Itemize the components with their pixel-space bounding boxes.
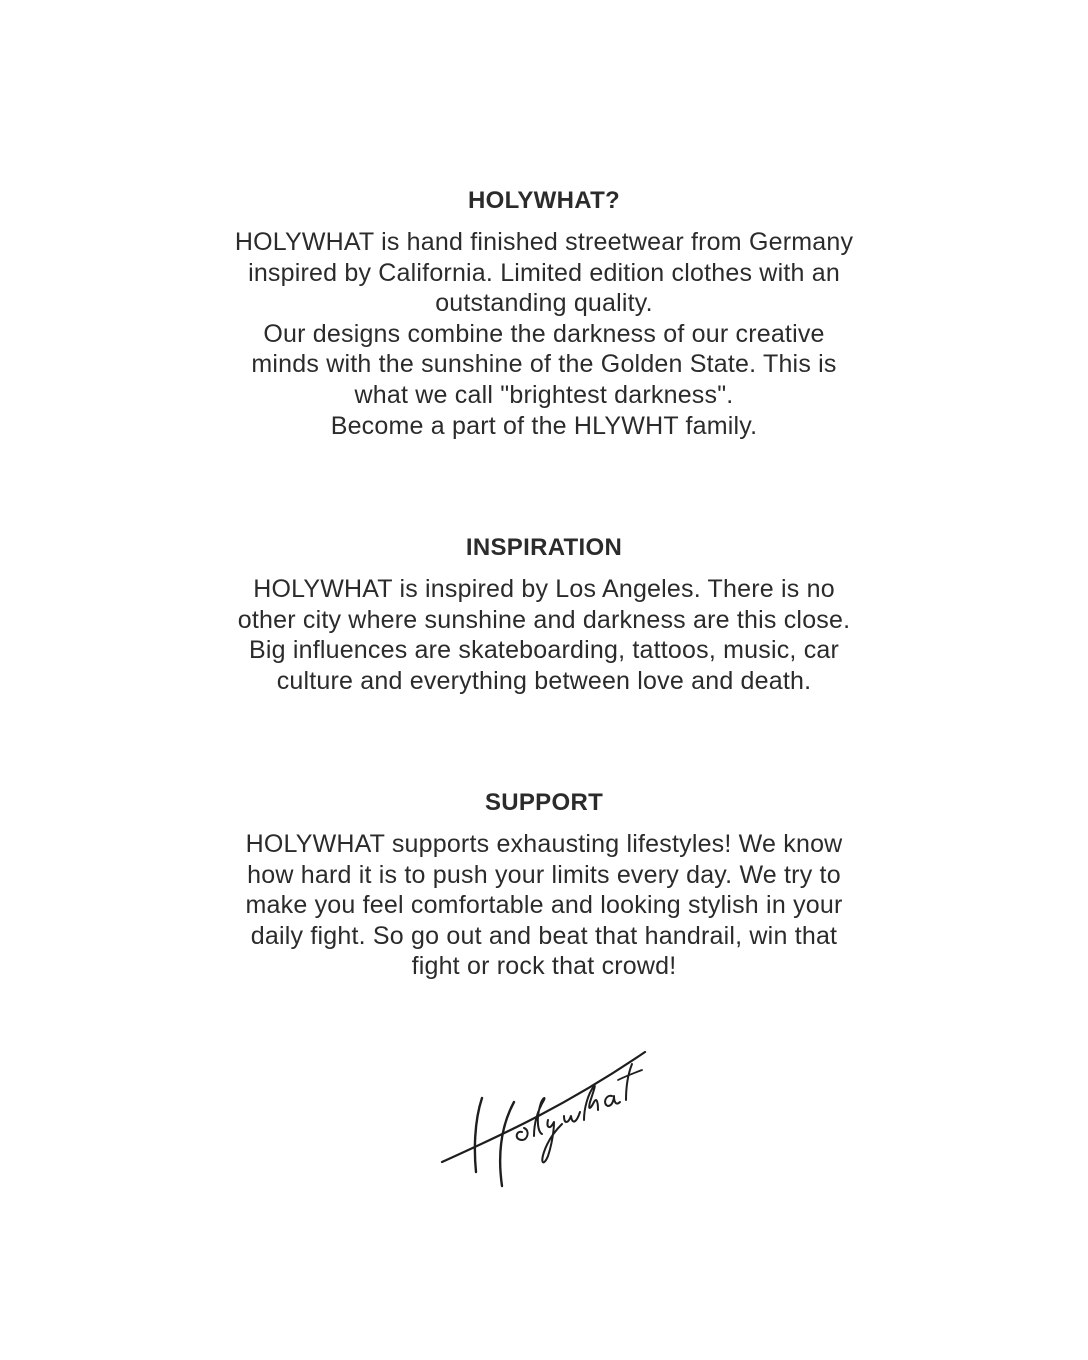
section-support — [0, 788, 1088, 982]
body-line: inspired by California. Limited edition clothes with an — [248, 258, 840, 287]
section-heading: INSPIRATION — [465, 534, 623, 561]
body-line: what we call "brightest darkness". — [354, 380, 734, 409]
body-line: culture and everything between love and death. — [276, 666, 812, 695]
section-body — [194, 227, 894, 441]
body-line: make you feel comfortable and looking stylish in your — [245, 891, 843, 920]
body-line: Become a part of the HLYWHT family. — [330, 411, 758, 440]
body-line: daily fight. So go out and beat that handrail, win that — [250, 921, 838, 950]
section-holywhat — [0, 186, 1088, 441]
body-line: HOLYWHAT is hand finished streetwear from Germany — [234, 228, 854, 256]
section-inspiration — [0, 533, 1088, 696]
body-line: Big influences are skateboarding, tattoos, music, car — [248, 636, 840, 665]
holywhat-signature-icon — [430, 1040, 660, 1200]
body-line: HOLYWHAT is inspired by Los Angeles. There is no — [253, 575, 835, 603]
body-line: other city where sunshine and darkness are this close. — [237, 605, 851, 634]
section-heading: HOLYWHAT? — [467, 187, 621, 214]
body-line: how hard it is to push your limits every day. We try to — [247, 860, 841, 889]
section-heading: SUPPORT — [484, 789, 604, 816]
section-body — [194, 574, 894, 696]
section-body — [194, 829, 894, 982]
body-line: minds with the sunshine of the Golden State. This is — [251, 350, 837, 379]
body-line: HOLYWHAT supports exhausting lifestyles! We know — [245, 830, 843, 858]
body-line: Our designs combine the darkness of our creative — [263, 319, 825, 348]
body-line: fight or rock that crowd! — [411, 952, 677, 981]
body-line: outstanding quality. — [435, 289, 653, 318]
